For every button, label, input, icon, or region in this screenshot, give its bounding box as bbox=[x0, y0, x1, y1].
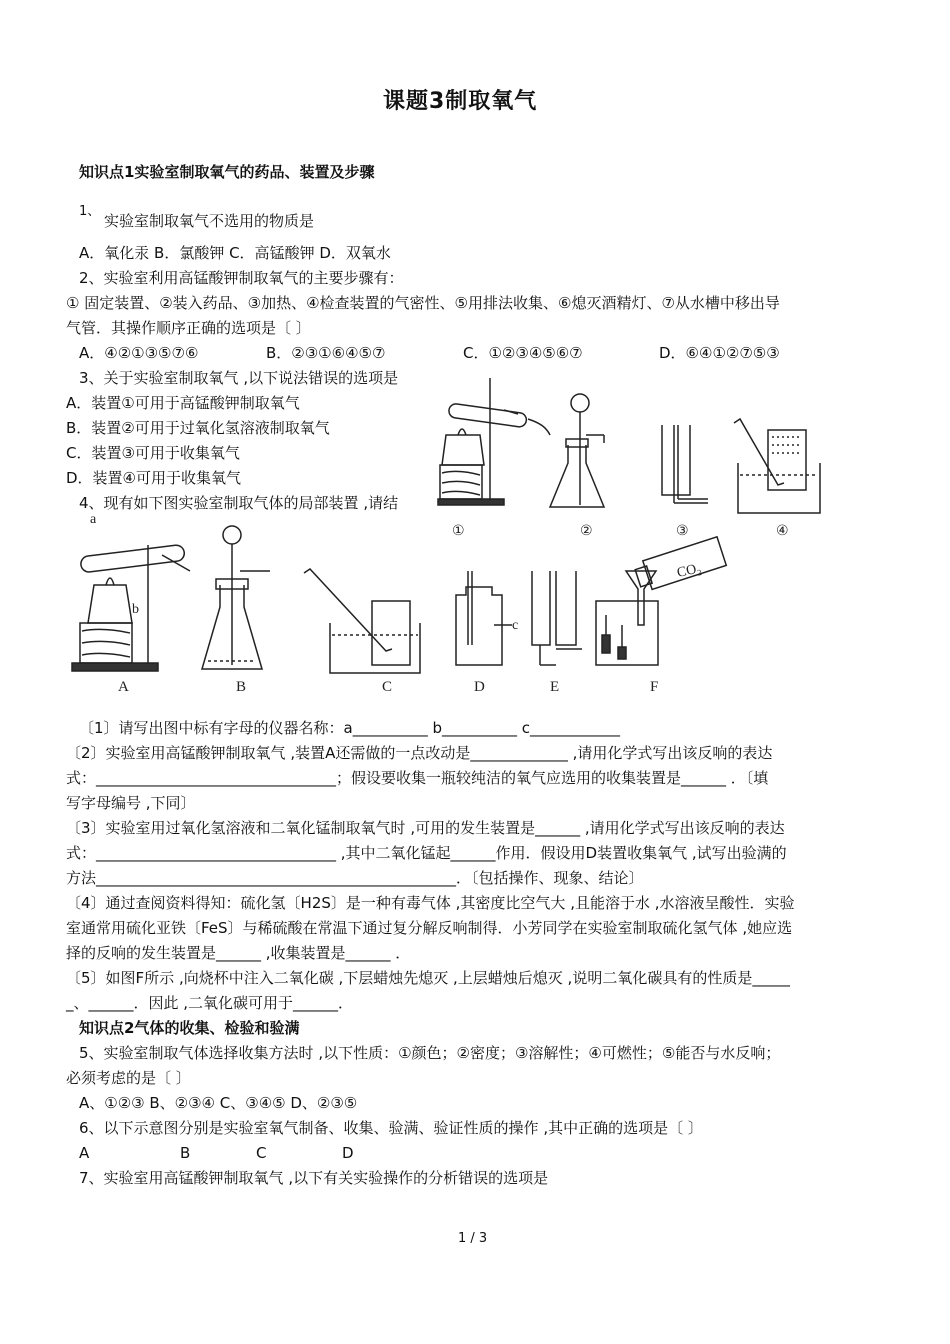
q4-apparatus-c bbox=[304, 569, 420, 673]
q4-apparatus-d bbox=[456, 571, 512, 665]
q1-stem: 实验室制取氧气不选用的物质是 bbox=[104, 212, 315, 230]
q4-part-3-line2: 式：________________________________ ,其中二氧化锰起______作用．假设用D装置收集氧气 ,试写出验满的 bbox=[66, 844, 787, 862]
q4-figure bbox=[66, 512, 703, 700]
q4-fig-label-d: D bbox=[474, 679, 485, 695]
section-heading-2: 知识点2气体的收集、检验和验满 bbox=[79, 1019, 300, 1037]
q4-stem: 4、现有如下图实验室制取气体的局部装置 ,请结 bbox=[79, 494, 399, 512]
q6-label-a: A bbox=[79, 1144, 90, 1162]
q4-fig-label-c: C bbox=[382, 679, 393, 695]
q2-stem: 2、实验室利用高锰酸钾制取氧气的主要步骤有： bbox=[79, 269, 404, 287]
q6-stem: 6、以下示意图分别是实验室氧气制备、收集、验满、验证性质的操作 ,其中正确的选项是〔 〕 bbox=[79, 1119, 703, 1137]
q2-option-d: D．⑥④①②⑦⑤③ bbox=[659, 344, 780, 362]
q4-part-4-line2: 室通常用硫化亚铁〔FeS〕与稀硫酸在常温下通过复分解反响制得．小芳同学在实验室制取硫化氢气体 ,她应选 bbox=[66, 919, 793, 937]
q4-apparatus-f bbox=[596, 537, 726, 665]
q4-part-2-line1: 〔2〕实验室用高锰酸钾制取氧气 ,装置A还需做的一点改动是_____________ ,请用化学式写出该反响的表达 bbox=[66, 744, 773, 762]
q4-part-1: 〔1〕请写出图中标有字母的仪器名称：a__________ b__________ c____________ bbox=[79, 719, 621, 737]
q3-fig-label-2: ② bbox=[580, 523, 593, 539]
q4-part-4-line3: 择的反响的发生装置是______ ,收集装置是______ ． bbox=[66, 944, 411, 962]
q4-part-5-line2: _、______．因此 ,二氧化碳可用于______． bbox=[66, 994, 354, 1012]
q4-part-3-line3: 方法________________________________________________．〔包括操作、现象、结论〕 bbox=[66, 869, 644, 887]
q3-option-d: D．装置④可用于收集氧气 bbox=[66, 469, 241, 487]
q4-fig-label-f: F bbox=[650, 679, 659, 695]
q4-part-2-line3: 写字母编号 ,下同〕 bbox=[66, 794, 196, 812]
section-heading-1: 知识点1实验室制取氧气的药品、装置及步骤 bbox=[79, 163, 375, 181]
q2-steps-cont: 气管．其操作顺序正确的选项是〔 〕 bbox=[66, 319, 311, 337]
q4-fig-co2: CO₂ bbox=[675, 561, 703, 581]
q4-fig-marker-c: c bbox=[512, 618, 519, 633]
q4-fig-marker-a: a bbox=[90, 512, 97, 527]
q3-apparatus-2-flask bbox=[550, 394, 604, 507]
q4-fig-marker-b: b bbox=[132, 602, 139, 617]
q3-stem: 3、关于实验室制取氧气 ,以下说法错误的选项是 bbox=[79, 369, 399, 387]
q2-option-b: B．②③①⑥④⑤⑦ bbox=[266, 344, 386, 362]
q2-option-c: C．①②③④⑤⑥⑦ bbox=[463, 344, 583, 362]
q4-part-3-line1: 〔3〕实验室用过氧化氢溶液和二氧化锰制取氧气时 ,可用的发生装置是______ ,请用化学式写出该反响的表达 bbox=[66, 819, 785, 837]
q4-fig-label-a: A bbox=[118, 679, 129, 695]
q2-option-a: A．④②①③⑤⑦⑥ bbox=[79, 344, 199, 362]
q6-label-d: D bbox=[342, 1144, 354, 1162]
q4-part-2-line2: 式：________________________________；假设要收集一瓶较纯洁的氧气应选用的收集装置是______ ．〔填 bbox=[66, 769, 769, 787]
q4-fig-label-b: B bbox=[236, 679, 247, 695]
q3-alcohol-lamp bbox=[442, 435, 484, 465]
q5-stem: 5、实验室制取气体选择收集方法时 ,以下性质：①颜色；②密度；③溶解性；④可燃性；⑤能否与水反响； bbox=[79, 1044, 781, 1062]
q1-options: A．氧化汞 B．氯酸钾 C．高锰酸钾 D．双氧水 bbox=[79, 244, 391, 262]
q7-stem: 7、实验室用高锰酸钾制取氧气 ,以下有关实验操作的分析错误的选项是 bbox=[79, 1169, 549, 1187]
q3-fig-label-1: ① bbox=[452, 523, 465, 539]
q3-option-b: B．装置②可用于过氧化氢溶液制取氧气 bbox=[66, 419, 330, 437]
q3-fig-label-4: ④ bbox=[776, 523, 789, 539]
q2-steps: ① 固定装置、②装入药品、③加热、④检查装置的气密性、⑤用排法收集、⑥熄灭酒精灯、⑦从水槽中移出导 bbox=[66, 294, 780, 312]
q4-apparatus-b bbox=[202, 526, 270, 669]
q5-stem-cont: 必须考虑的是〔 〕 bbox=[66, 1069, 191, 1087]
q3-apparatus-4-trough bbox=[734, 419, 820, 513]
q4-part-4-line1: 〔4〕通过查阅资料得知：硫化氢〔H2S〕是一种有毒气体 ,其密度比空气大 ,且能溶于水 ,水溶液呈酸性．实验 bbox=[66, 894, 795, 912]
page-title: 课题3制取氧气 bbox=[383, 89, 538, 114]
q4-apparatus-e bbox=[532, 571, 582, 665]
q1-number: 1、 bbox=[79, 204, 101, 219]
page-number: 1 / 3 bbox=[458, 1231, 488, 1246]
q4-fig-label-e: E bbox=[550, 679, 560, 695]
q3-apparatus-3-bottle bbox=[662, 425, 708, 503]
q4-part-5-line1: 〔5〕如图F所示 ,向烧杯中注入二氧化碳 ,下层蜡烛先熄灭 ,上层蜡烛后熄灭 ,说明二氧化碳具有的性质是_____ bbox=[66, 969, 790, 987]
q3-option-a: A．装置①可用于高锰酸钾制取氧气 bbox=[66, 394, 300, 412]
q5-options: A、①②③ B、②③④ C、③④⑤ D、②③⑤ bbox=[79, 1094, 358, 1112]
q6-label-b: B bbox=[180, 1144, 191, 1162]
q3-option-c: C．装置③可用于收集氧气 bbox=[66, 444, 240, 462]
q6-label-c: C bbox=[256, 1144, 267, 1162]
q3-fig-label-3: ③ bbox=[676, 523, 689, 539]
q4-apparatus-a bbox=[72, 544, 190, 671]
